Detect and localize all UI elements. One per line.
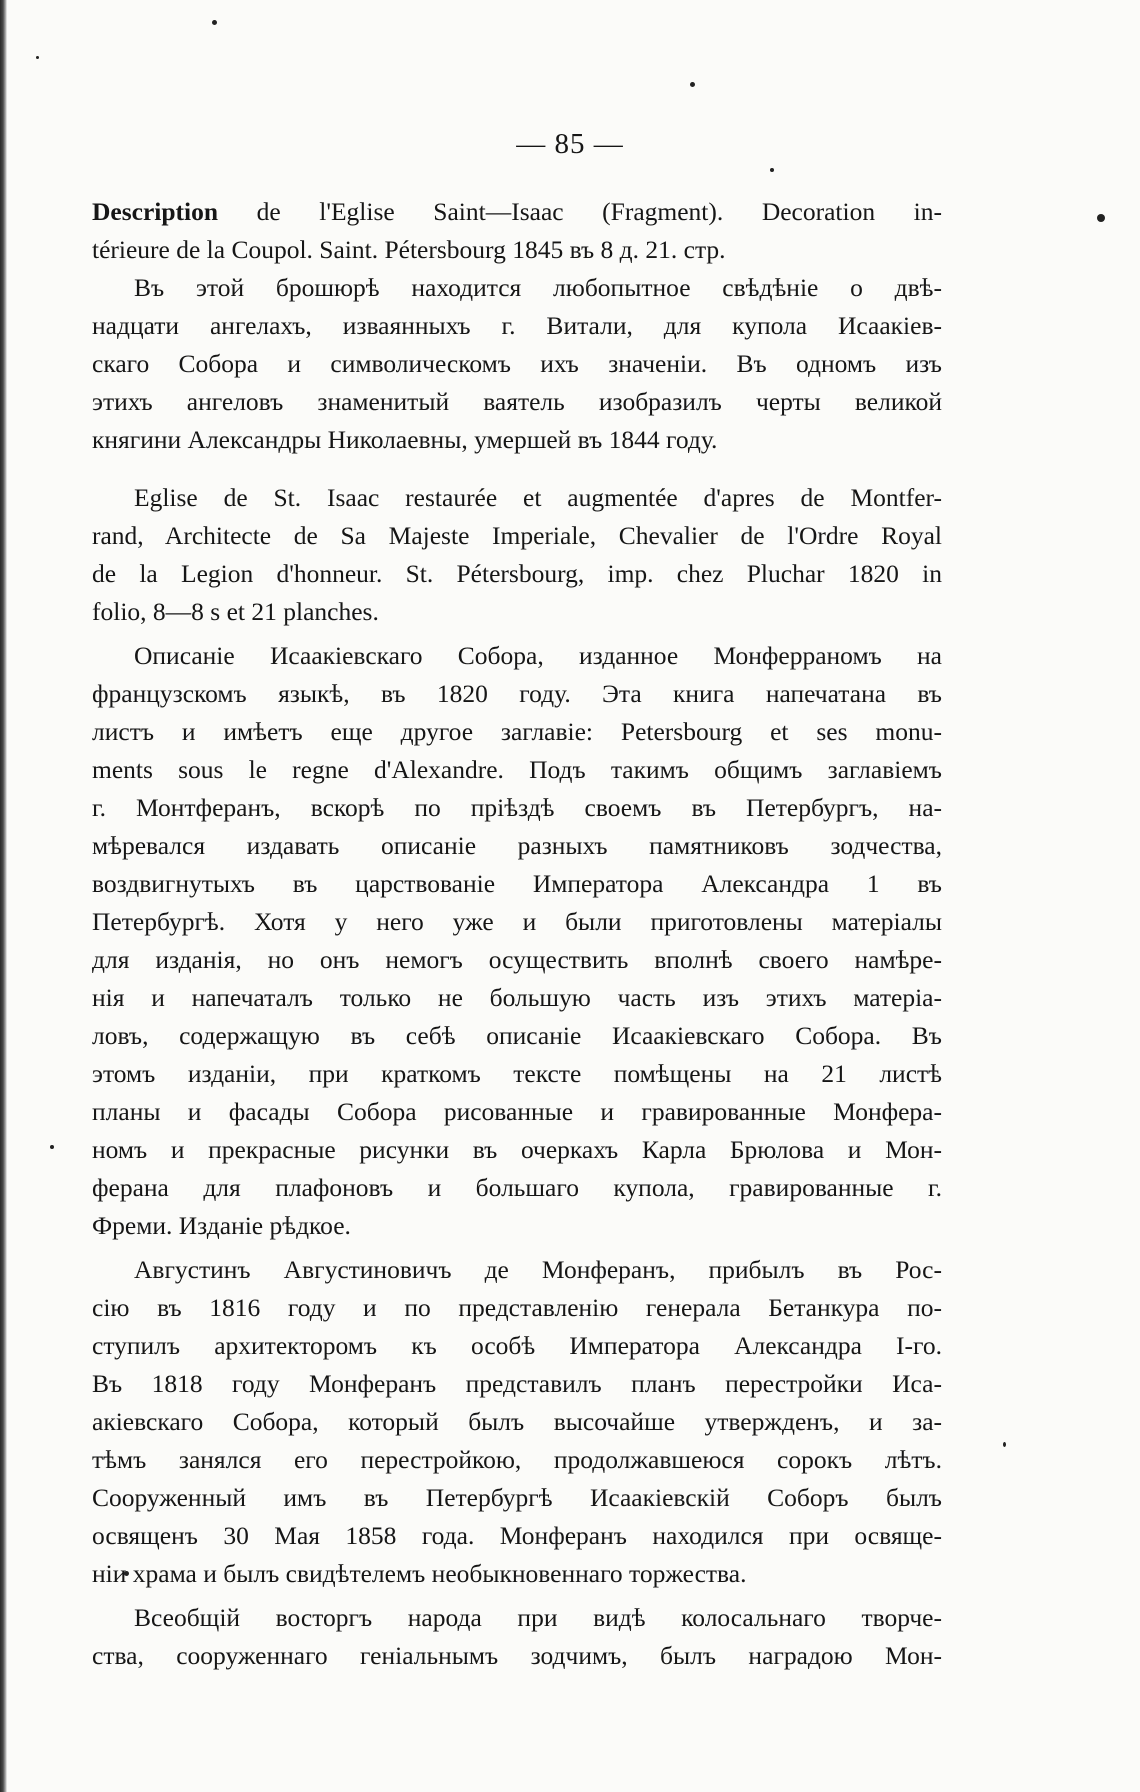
text-line: тѣмъ занялся его перестройкою, продолжавшеюся сорокъ лѣтъ. <box>92 1445 942 1474</box>
text-line: листъ и имѣетъ еще другое заглавіе: Petersbourg et ses monu- <box>92 717 942 746</box>
text-line: ступилъ архитекторомъ къ особѣ Императора Александра I-го. <box>92 1331 942 1360</box>
text-line: сію въ 1816 году и по представленію генерала Бетанкура по- <box>92 1293 942 1322</box>
text-line: ферана для плафоновъ и большаго купола, гравированные г. <box>92 1173 942 1202</box>
paragraph-eglise-restauree <box>92 479 942 631</box>
ink-speck <box>50 1145 54 1149</box>
text-line: скаго Собора и символическомъ ихъ значеніи. Въ одномъ изъ <box>92 349 942 378</box>
ink-speck <box>1003 1442 1006 1447</box>
ink-speck <box>1097 214 1105 222</box>
text-line: этомъ изданіи, при краткомъ тексте помѣщены на 21 листѣ <box>92 1059 942 1088</box>
text-line: Петербургѣ. Хотя у него уже и были приготовлены матеріалы <box>92 907 942 936</box>
paragraph-brochure-note <box>92 269 942 459</box>
text-line: ments sous le regne d'Alexandre. Подъ такимъ общимъ заглавіемъ <box>92 755 942 784</box>
text-line: г. Монтферанъ, вскорѣ по пріѣздѣ своемъ въ Петербургъ, на- <box>92 793 942 822</box>
text-line: этихъ ангеловъ знаменитый ваятель изобразилъ черты великой <box>92 387 942 416</box>
text-line: Августинъ Августиновичъ де Монферанъ, прибылъ въ Рос- <box>134 1255 942 1284</box>
text-line: воздвигнутыхъ въ царствованіе Императора Александра 1 въ <box>92 869 942 898</box>
paragraph-opisanie <box>92 637 942 1245</box>
page-number: — 85 — <box>516 128 624 160</box>
text-line: Сооруженный имъ въ Петербургѣ Исаакіевскій Соборъ былъ <box>92 1483 942 1512</box>
text-line: Въ 1818 году Монферанъ представилъ планъ перестройки Иса- <box>92 1369 942 1398</box>
text-line: надцати ангелахъ, изваянныхъ г. Витали, для купола Исаакіев- <box>92 311 942 340</box>
text-line: планы и фасады Собора рисованные и гравированные Монфера- <box>92 1097 942 1126</box>
text-line: Описаніе Исаакіевскаго Собора, изданное Монферраномъ на <box>134 641 942 670</box>
text-line: térieure de la Coupol. Saint. Pétersbourg 1845 въ 8 д. 21. стр. <box>92 235 726 264</box>
text-line: нія и напечаталъ только не большую часть изъ этихъ матеріа- <box>92 983 942 1012</box>
page-edge-shadow <box>0 0 7 1792</box>
text-line: освященъ 30 Мая 1858 года. Монферанъ находился при освяще- <box>92 1521 942 1550</box>
text-line: folio, 8—8 s et 21 planches. <box>92 597 379 626</box>
title-word: Description <box>92 197 219 226</box>
ink-speck <box>212 20 217 25</box>
text-line: номъ и прекрасные рисунки въ очеркахъ Карла Брюлова и Мон- <box>92 1135 942 1164</box>
text-line-rest: de l'Eglise Saint—Isaac (Fragment). Decoration in- <box>256 197 942 226</box>
text-line: Eglise de St. Isaac restaurée et augmentée d'apres de Montfer- <box>134 483 942 512</box>
paragraph-vseobshchiy-vostorg <box>92 1599 942 1675</box>
text-line: ства, сооруженнаго геніальнымъ зодчимъ, былъ наградою Мон- <box>92 1641 942 1670</box>
ink-speck <box>36 56 39 59</box>
ink-speck <box>690 82 695 87</box>
paragraph-description-fragment <box>92 193 942 269</box>
text-line: rand, Architecte de Sa Majeste Imperiale, Chevalier de l'Ordre Royal <box>92 521 942 550</box>
text-line: Въ этой брошюрѣ находится любопытное свѣдѣніе о двѣ- <box>134 273 942 302</box>
text-line: акіевскаго Собора, который былъ высочайше утвержденъ, и за- <box>92 1407 942 1436</box>
text-line: для изданія, но онъ немогъ осуществить вполнѣ своего намѣре- <box>92 945 942 974</box>
text-line: мѣревался издавать описаніе разныхъ памятниковъ зодчества, <box>92 831 942 860</box>
text-line: Всеобщій восторгъ народа при видѣ колосальнаго творче- <box>134 1603 942 1632</box>
page-body <box>92 193 942 1675</box>
paragraph-gap <box>92 459 942 479</box>
text-line <box>92 193 942 231</box>
text-line: французскомъ языкѣ, въ 1820 году. Эта книга напечатана въ <box>92 679 942 708</box>
ink-speck <box>770 168 774 172</box>
text-line: Фреми. Изданіе рѣдкое. <box>92 1211 351 1240</box>
text-line: de la Legion d'honneur. St. Pétersbourg, imp. chez Pluchar 1820 in <box>92 559 942 588</box>
text-line: ловъ, содержащую въ себѣ описаніе Исаакіевскаго Собора. Въ <box>92 1021 942 1050</box>
paragraph-montferrand-bio <box>92 1251 942 1593</box>
text-line: ніи храма и былъ свидѣтелемъ необыкновеннаго торжества. <box>92 1559 747 1588</box>
text-line: княгини Александры Николаевны, умершей въ 1844 году. <box>92 425 718 454</box>
